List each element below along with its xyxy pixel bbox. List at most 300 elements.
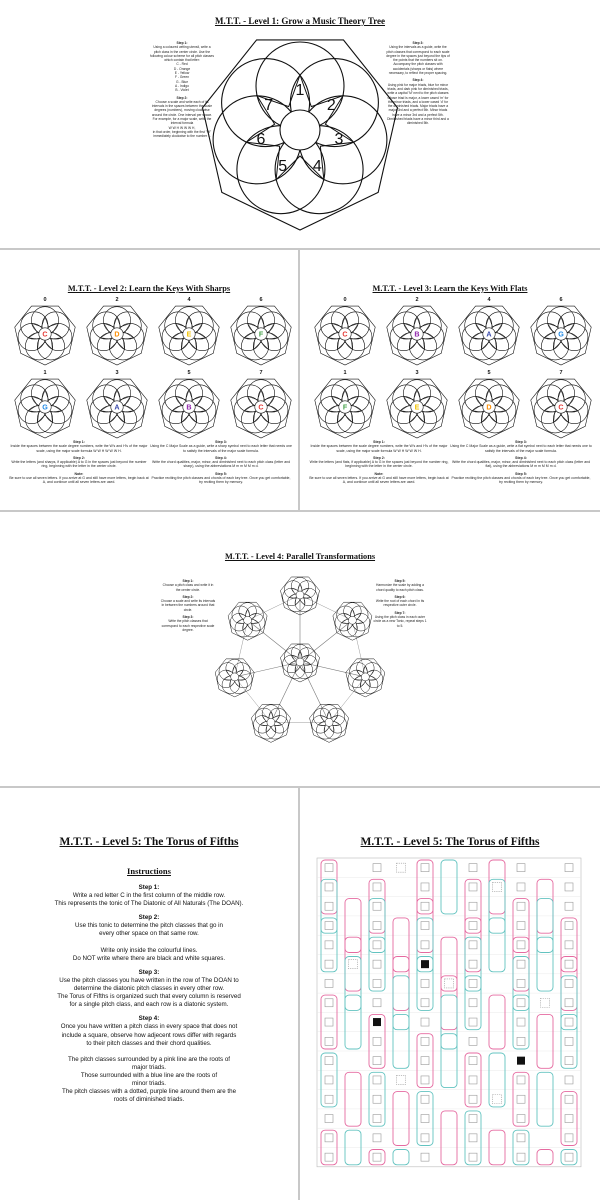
minor-outline <box>441 860 457 914</box>
white-square <box>469 902 477 910</box>
instruction-line: for a single pitch class, and each row is a diatonic system. <box>69 1001 229 1009</box>
white-square <box>421 902 429 910</box>
white-square <box>325 883 333 891</box>
white-square <box>565 864 573 872</box>
key-number: 6 <box>559 297 563 303</box>
instruction-line: This represents the tonic of The Diatonic of All Naturals (The DOAN). <box>54 900 244 908</box>
level5-title: M.T.T. - Level 5: The Torus of Fifths <box>59 836 239 848</box>
step-heading: Step 4: <box>138 1015 160 1023</box>
key-tree <box>231 379 291 438</box>
degree-number: 3 <box>334 130 344 148</box>
level3-page <box>300 250 600 510</box>
white-square <box>565 1115 573 1123</box>
step-text: Using the C Major Scale as a guide, write a flat symbol next to each letter that needs one to satisfy the intervals of the major scale formula. <box>450 444 592 453</box>
step-text: Write the pitch classes that correspond to each respective scale degree. <box>161 619 215 632</box>
step-heading: Step 3: <box>515 440 527 444</box>
white-square <box>517 902 525 910</box>
white-square <box>565 979 573 987</box>
level2-steps-left <box>8 437 150 485</box>
white-square <box>373 1115 381 1123</box>
white-square <box>325 1115 333 1123</box>
dotted-square <box>397 1075 406 1084</box>
level2-steps-right <box>150 437 292 485</box>
step-heading: Step 2: <box>138 914 160 922</box>
white-square <box>469 941 477 949</box>
white-square <box>373 960 381 968</box>
white-square <box>517 883 525 891</box>
white-square <box>565 1095 573 1103</box>
center-letter: C <box>558 403 564 412</box>
instruction-line: Once you have written a pitch class in every space that does not <box>60 1023 238 1031</box>
major-outline <box>441 1111 457 1165</box>
center-letter: C <box>42 330 48 339</box>
minor-outline <box>489 918 505 972</box>
step-heading: Step 4: <box>215 455 227 460</box>
white-square <box>373 864 381 872</box>
black-square <box>373 1018 381 1026</box>
white-square <box>325 864 333 872</box>
key-tree <box>387 306 447 365</box>
level1-page <box>0 0 600 248</box>
outer-tree <box>346 659 385 697</box>
parallel-transformations-diagram <box>0 512 600 786</box>
key-number: 3 <box>115 370 119 376</box>
white-square <box>517 960 525 968</box>
music-theory-tree <box>0 0 600 248</box>
dotted-square <box>445 979 454 988</box>
white-square <box>373 902 381 910</box>
center-circle <box>325 718 333 726</box>
degree-number: 4 <box>312 158 322 176</box>
center-letter: A <box>486 330 492 339</box>
dotted-square <box>493 1095 502 1104</box>
white-square <box>517 1095 525 1103</box>
step-heading: Note: <box>74 471 84 476</box>
white-square <box>325 1076 333 1084</box>
major-outline <box>489 860 505 914</box>
ring-line <box>235 677 271 722</box>
outer-tree <box>215 659 254 697</box>
center-letter: A <box>114 403 120 412</box>
white-square <box>565 1057 573 1065</box>
major-outline <box>345 1072 361 1126</box>
key-tree <box>15 306 75 365</box>
center-circle <box>231 673 239 681</box>
white-square <box>469 979 477 987</box>
white-square <box>469 922 477 930</box>
step-text: Choose a scale and write its intervals in between the numbers around that circle. <box>160 599 216 612</box>
key-tree <box>459 379 519 438</box>
outer-tree <box>310 704 349 742</box>
dotted-square <box>541 998 550 1007</box>
level3-title: M.T.T. - Level 3: Learn the Keys With Flats <box>372 284 528 293</box>
white-square <box>421 864 429 872</box>
key-number: 2 <box>115 297 119 303</box>
white-square <box>421 1153 429 1161</box>
step-heading: Note: <box>374 471 384 476</box>
key-tree <box>531 379 591 438</box>
white-square <box>469 1095 477 1103</box>
step-heading: Step 1: <box>73 440 85 444</box>
instruction-line: Do NOT write where there are black and white squares. <box>72 954 226 962</box>
key-tree <box>531 306 591 365</box>
white-square <box>469 1018 477 1026</box>
white-square <box>421 1018 429 1026</box>
degree-number: 2 <box>326 97 336 115</box>
key-tree <box>315 379 375 438</box>
torus-of-fifths-grid <box>300 788 600 1200</box>
minor-outline <box>345 995 361 1049</box>
key-tree <box>15 379 75 438</box>
white-square <box>373 922 381 930</box>
instruction-line: The pitch classes with a dotted, purple line around them are the <box>61 1088 237 1096</box>
minor-outline <box>537 899 553 953</box>
step-heading: Step 5: <box>215 471 227 476</box>
white-square <box>325 1095 333 1103</box>
center-letter: F <box>258 330 264 339</box>
white-square <box>373 883 381 891</box>
connector-line <box>300 662 365 677</box>
key-number: 1 <box>343 370 347 376</box>
white-square <box>373 999 381 1007</box>
minor-outline <box>489 1053 505 1107</box>
step-heading: Step 4: <box>412 78 424 83</box>
white-square <box>469 1115 477 1123</box>
dotted-square <box>349 960 358 969</box>
white-square <box>565 1076 573 1084</box>
black-square <box>517 1057 525 1065</box>
white-square <box>517 1134 525 1142</box>
major-outline <box>393 918 409 972</box>
outer-tree <box>228 602 267 640</box>
step-heading: Step 2: <box>182 594 194 599</box>
white-square <box>565 941 573 949</box>
white-square <box>517 979 525 987</box>
step-text: Using the intervals as a guide, write the pitch classes that correspond to each scale degree in the spaces just beyond the tips of the points that the numbers sit on. Accompany the pitch classes with accidentals (sharps or flats) where necessary, to reflect the proper spacing. <box>386 45 450 76</box>
step-text: Practice reciting the pitch classes and chords of each key tree. Once you get comfortable, try reciting them by memory. <box>151 476 291 485</box>
center-letter: D <box>486 403 492 412</box>
level2-title: M.T.T. - Level 2: Learn the Keys With Sharps <box>67 284 231 293</box>
minor-outline <box>393 1150 409 1165</box>
center-letter: B <box>186 403 192 412</box>
instruction-line: roots of diminished triads. <box>113 1096 185 1104</box>
step-text: C - Red D - Orange E - Yellow F - Green G - Blue A - Indigo B - Violet <box>173 62 191 93</box>
center-letter: C <box>258 403 264 412</box>
white-square <box>421 1076 429 1084</box>
white-square <box>421 941 429 949</box>
key-number: 5 <box>187 370 191 376</box>
ring-line <box>329 677 365 722</box>
key-number: 6 <box>259 297 263 303</box>
center-letter: B <box>414 330 420 339</box>
major-outline <box>441 976 457 1030</box>
step-heading: Step 2: <box>176 95 188 100</box>
white-square <box>469 1037 477 1045</box>
degree-number: 7 <box>264 97 274 115</box>
instruction-line: Use this tonic to determine the pitch classes that go in <box>75 922 223 930</box>
step-text: Be sure to use all seven letters. If you arrive at G and still have more letters, begin back at A, and continue until all seven letters are used. <box>9 476 149 485</box>
instruction-line: determine the diatonic pitch classes in every other row. <box>73 985 225 993</box>
white-square <box>517 1153 525 1161</box>
minor-outline <box>345 957 361 1011</box>
white-square <box>325 941 333 949</box>
white-square <box>421 883 429 891</box>
instructions-heading: Instructions <box>127 866 171 876</box>
step-text: Using pink for major triads, blue for minor triads, and dark pink for diminished triads, write a capital 'M' next to the pitch classes whose triad is major, a lower cased 'm' for the minor triads, and a lower cased 'd' for the diminished triads. Major triads have a major 3rd and a perfect 5th. Minor triads have a minor 3rd and a perfect 5th. Diminished triads have a minor third and a diminished 5th. <box>387 82 449 126</box>
step-heading: Step 2: <box>73 455 85 460</box>
white-square <box>373 1037 381 1045</box>
major-outline <box>537 1014 553 1068</box>
white-square <box>469 1057 477 1065</box>
white-square <box>325 1057 333 1065</box>
major-outline <box>345 937 361 991</box>
white-square <box>517 864 525 872</box>
step-text: Write the chord qualities, major, minor, and diminished next to each pitch class (letter and flat), using the abbreviations M m m M M m d. <box>451 460 591 469</box>
instruction-line: major triads. <box>131 1063 167 1071</box>
key-tree <box>459 306 519 365</box>
step-heading: Step 1: <box>176 41 188 45</box>
degree-number: 6 <box>256 130 266 148</box>
major-outline <box>441 937 457 991</box>
white-square <box>565 922 573 930</box>
white-square <box>565 1134 573 1142</box>
key-tree <box>159 379 219 438</box>
white-square <box>517 999 525 1007</box>
major-outline <box>345 899 361 953</box>
step-heading: Step 1: <box>138 884 160 891</box>
white-square <box>517 941 525 949</box>
step-heading: Step 2: <box>373 455 385 460</box>
instruction-line: Write a red letter C in the first column of the middle row. <box>72 892 226 900</box>
step-heading: Step 3: <box>412 41 424 45</box>
white-square <box>517 1018 525 1026</box>
instruction-line: every other space on that same row. <box>99 930 199 938</box>
minor-outline <box>441 1034 457 1088</box>
key-number: 3 <box>415 370 419 376</box>
step-heading: Step 1: <box>182 579 194 583</box>
level1-title: M.T.T. - Level 1: Grow a Music Theory Tree <box>214 16 386 26</box>
step-heading: Step 3: <box>182 615 194 620</box>
instruction-line: Those surrounded with a blue line are the roots of <box>80 1071 218 1079</box>
white-square <box>325 1134 333 1142</box>
step-text: Using a coloured writing utensil, write a pitch class in the center circle. Use the following colour scheme for all pitch classes which contain that letter: <box>150 45 214 63</box>
white-square <box>517 1037 525 1045</box>
center-circle <box>296 658 304 666</box>
white-square <box>325 1018 333 1026</box>
level3-steps-right <box>450 437 592 485</box>
white-square <box>325 1037 333 1045</box>
center-letter: G <box>42 403 48 412</box>
dotted-square <box>493 882 502 891</box>
torus-grid-page <box>300 788 600 1200</box>
white-square <box>373 1134 381 1142</box>
center-circle <box>361 673 369 681</box>
step-text: Inside the spaces between the scale degree numbers, write the W's and H's of the major scale, using the major scale formula W W H W W W H. <box>310 444 448 453</box>
step-heading: Step 3: <box>138 968 160 976</box>
minor-outline <box>441 995 457 1049</box>
white-square <box>565 999 573 1007</box>
step-text: Write the chord qualities, major, minor, and diminished next to each pitch class (letter and sharp), using the abbreviations M m m M M m d. <box>151 460 291 469</box>
key-tree <box>159 306 219 365</box>
key-number: 7 <box>259 370 263 376</box>
instruction-line: The Torus of Fifths is organized such that every column is reserved <box>57 993 241 1001</box>
major-outline <box>537 879 553 933</box>
white-square <box>421 1134 429 1142</box>
key-tree <box>87 306 147 365</box>
white-square <box>421 922 429 930</box>
white-square <box>325 979 333 987</box>
instruction-line: Use the pitch classes you have written in the row of The DOAN to <box>59 976 239 984</box>
level3-steps-left <box>308 437 450 485</box>
degree-number: 1 <box>295 82 305 99</box>
white-square <box>517 1076 525 1084</box>
white-square <box>325 999 333 1007</box>
white-square <box>325 960 333 968</box>
step-text: Inside the spaces between the scale degree numbers, write the W's and H's of the major scale, using the major scale formula W W H W W W H. <box>10 444 148 453</box>
level2-page <box>0 250 298 510</box>
connector-line <box>248 620 300 662</box>
level4-page <box>0 512 600 786</box>
minor-outline <box>489 879 505 933</box>
white-square <box>373 1095 381 1103</box>
center-letter: G <box>558 330 564 339</box>
major-outline <box>393 957 409 1011</box>
white-square <box>565 883 573 891</box>
white-square <box>565 960 573 968</box>
level4-title: M.T.T. - Level 4: Parallel Transformations <box>224 552 376 561</box>
step-text: Using the C Major Scale as a guide, write a sharp symbol next to each letter that needs one to satisfy the intervals of the major scale formula. <box>150 444 292 453</box>
step-text: Write the letters (and sharps, if applicable) A to G in the spaces just beyond the number ring, beginning with the letter in the center circle. <box>11 460 147 469</box>
white-square <box>469 999 477 1007</box>
ring-line <box>352 620 365 677</box>
white-square <box>517 1115 525 1123</box>
connector-line <box>300 662 329 722</box>
step-text: Write the letters (and flats, if applicable) A to G in the spaces just beyond the number ring, beginning with the letter in the center circle. <box>309 460 449 469</box>
major-outline <box>489 995 505 1049</box>
step-heading: Step 3: <box>215 440 227 444</box>
white-square <box>373 941 381 949</box>
center-circle <box>296 591 304 599</box>
dotted-square <box>397 863 406 872</box>
key-number: 4 <box>187 297 191 303</box>
white-square <box>469 960 477 968</box>
center-letter: E <box>414 403 420 412</box>
instruction-line: to their pitch classes and their chord qualities. <box>86 1039 212 1047</box>
white-square <box>517 922 525 930</box>
center-letter: D <box>114 330 120 339</box>
white-square <box>373 1076 381 1084</box>
center-circle <box>267 718 275 726</box>
step-text: Choose a pitch class and write it in the center circle. <box>162 583 214 592</box>
major-outline <box>537 1150 553 1165</box>
step-text: Practice reciting the pitch classes and chords of each key tree. Once you get comfortable, try reciting them by memory. <box>451 476 591 485</box>
level5-instructions <box>10 878 288 1104</box>
step-text: Harmonize the scale by adding a chord quality to each pitch class. <box>375 583 425 592</box>
white-square <box>421 999 429 1007</box>
instruction-line: Write only inside the colourful lines. <box>100 946 198 954</box>
center-circle <box>244 616 252 624</box>
white-square <box>421 979 429 987</box>
white-square <box>469 1134 477 1142</box>
key-tree <box>87 379 147 438</box>
white-square <box>469 883 477 891</box>
center-letter: F <box>342 403 348 412</box>
white-square <box>565 1037 573 1045</box>
step-heading: Step 4: <box>515 455 527 460</box>
white-square <box>373 1057 381 1065</box>
ring-line <box>235 620 248 677</box>
key-number: 1 <box>43 370 47 376</box>
white-square <box>469 864 477 872</box>
degree-number: 5 <box>278 158 288 176</box>
key-number: 2 <box>415 297 419 303</box>
white-square <box>469 1153 477 1161</box>
white-square <box>421 1115 429 1123</box>
step-heading: Step 5: <box>394 579 406 583</box>
instruction-line <box>10 939 288 947</box>
step-text: Write the root of each chord in its respective outer circle. <box>375 599 425 608</box>
white-square <box>565 902 573 910</box>
minor-outline <box>393 976 409 1030</box>
step-text: Choose a scale and write each of its intervals in the spaces between the scale degrees (numbers), moving clockwise around the circle. One interval per space. For example, for a major scale, write the interval formula W W H W W W H, in that order, beginning with the first "W" immediately clockwise to the number 1. <box>151 99 213 139</box>
white-square <box>421 1057 429 1065</box>
step-heading: Step 1: <box>373 440 385 444</box>
minor-outline <box>537 1072 553 1126</box>
instruction-line: minor triads. <box>131 1080 167 1088</box>
key-number: 7 <box>559 370 563 376</box>
white-square <box>325 1153 333 1161</box>
white-square <box>325 922 333 930</box>
step-heading: Step 5: <box>515 471 527 476</box>
white-square <box>565 1153 573 1161</box>
white-square <box>565 1018 573 1026</box>
center-letter: E <box>186 330 192 339</box>
center-circle <box>348 616 356 624</box>
key-tree <box>387 379 447 438</box>
instruction-line: The pitch classes surrounded by a pink line are the roots of <box>68 1055 230 1063</box>
instruction-line <box>10 1048 288 1056</box>
connector-line <box>300 620 352 662</box>
white-square <box>421 1037 429 1045</box>
connector-line <box>271 662 300 722</box>
main-tree <box>203 40 398 230</box>
white-square <box>325 902 333 910</box>
black-square <box>421 960 429 968</box>
minor-outline <box>537 937 553 991</box>
minor-outline <box>393 1014 409 1068</box>
key-number: 4 <box>487 297 491 303</box>
connector-line <box>235 662 300 677</box>
key-number: 0 <box>343 297 347 303</box>
step-text: Using the pitch class in each outer circle as a new Tonic, repeat steps 1 to 5. <box>373 615 427 628</box>
outer-tree <box>251 704 290 742</box>
torus-title: M.T.T. - Level 5: The Torus of Fifths <box>348 836 552 848</box>
key-tree <box>231 306 291 365</box>
key-number: 5 <box>487 370 491 376</box>
center-circle <box>280 110 320 150</box>
white-square <box>469 1076 477 1084</box>
step-heading: Step 6: <box>394 594 406 599</box>
center-letter: C <box>342 330 348 339</box>
key-number: 0 <box>43 297 47 303</box>
white-square <box>373 1153 381 1161</box>
major-outline <box>393 1092 409 1146</box>
step-text: Be sure to use all seven letters. If you arrive at G and still have more letters, begin back at A, and continue until all seven letters are used. <box>309 476 449 485</box>
level5-instructions-page <box>0 788 298 1200</box>
instruction-line: include a square, observe how adjecent rows differ with regards <box>61 1031 237 1039</box>
step-heading: Step 7: <box>394 610 406 615</box>
key-tree <box>315 306 375 365</box>
